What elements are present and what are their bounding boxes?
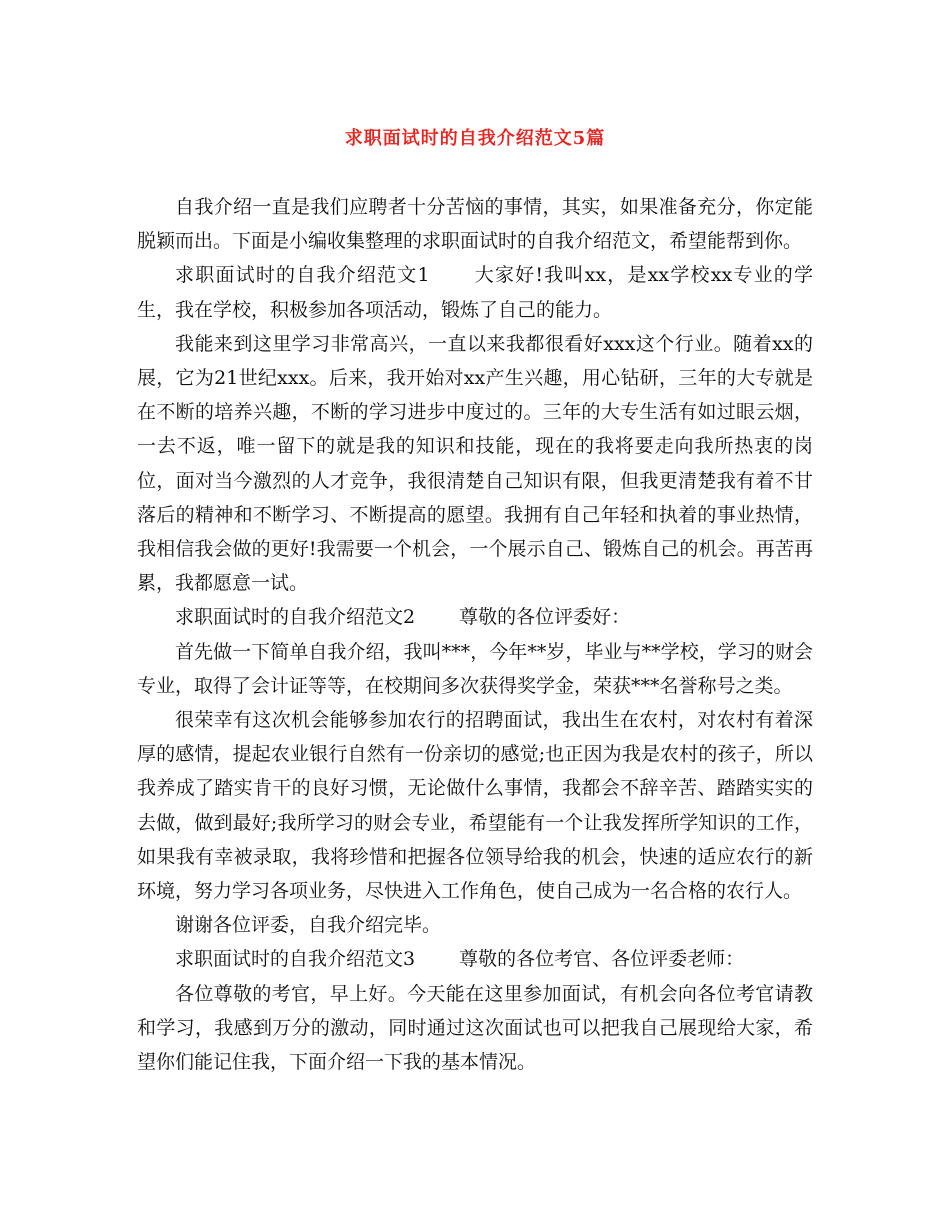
paragraph: 谢谢各位评委，自我介绍完毕。 (175, 914, 442, 937)
paragraph-intro: 自我介绍一直是我们应聘者十分苦恼的事情，其实，如果准备充分，你定能脱颖而出。下面是小编收集整理的求职面试时的自我介绍范文，希望能帮到你。 (137, 196, 813, 253)
section-3-paragraph (137, 942, 813, 976)
page-title: 求职面试时的自我介绍范文5篇 (344, 128, 606, 149)
document-body (137, 190, 813, 1079)
section-2-paragraph (137, 600, 813, 634)
paragraph: 各位尊敬的考官，早上好。今天能在这里参加面试，有机会向各位考官请教和学习，我感到万分的激动，同时通过这次面试也可以把我自己展现给大家，希望你们能记住我，下面介绍一下我的基本情况。 (137, 982, 813, 1074)
section-1-lead: 大家好!我叫xx，是xx学校xx专业的学生，我在学校，积极参加各项活动，锻炼了自己的能力。 (137, 264, 813, 321)
section-1-paragraph (137, 258, 813, 326)
paragraph: 很荣幸有这次机会能够参加农行的招聘面试，我出生在农村，对农村有着深厚的感情，提起农业银行自然有一份亲切的感觉;也正因为我是农村的孩子，所以我养成了踏实肯干的良好习惯，无论做什么事情，我都会不辞辛苦、踏踏实实的去做，做到最好;我所学习的财会专业，希望能有一个让我发挥所学知识的工作，如果我有幸被录取，我将珍惜和把握各位领导给我的机会，快速的适应农行的新环境，努力学习各项业务，尽快进入工作角色，使自己成为一名合格的农行人。 (137, 709, 813, 903)
section-2-heading: 求职面试时的自我介绍范文2 (175, 606, 416, 629)
section-2-lead: 尊敬的各位评委好： (459, 606, 631, 629)
section-1-heading: 求职面试时的自我介绍范文1 (175, 264, 430, 287)
paragraph: 我能来到这里学习非常高兴，一直以来我都很看好xxx这个行业。随着xx的展，它为21世纪xxx。后来，我开始对xx产生兴趣，用心钻研，三年的大专就是在不断的培养兴趣，不断的学习进步中度过的。三年的大专生活有如过眼云烟，一去不返，唯一留下的就是我的知识和技能，现在的我将要走向我所热衷的岗位，面对当今激烈的人才竞争，我很清楚自己知识有限，但我更清楚我有着不甘落后的精神和不断学习、不断提高的愿望。我拥有自己年轻和执着的事业热情，我相信我会做的更好!我需要一个机会，一个展示自己、锻炼自己的机会。再苦再累，我都愿意一试。 (137, 332, 813, 595)
section-3-heading: 求职面试时的自我介绍范文3 (175, 948, 416, 971)
paragraph: 首先做一下简单自我介绍，我叫***，今年**岁，毕业与**学校，学习的财会专业，取得了会计证等等，在校期间多次获得奖学金，荣获***名誉称号之类。 (137, 640, 813, 697)
section-3-lead: 尊敬的各位考官、各位评委老师： (459, 948, 745, 971)
